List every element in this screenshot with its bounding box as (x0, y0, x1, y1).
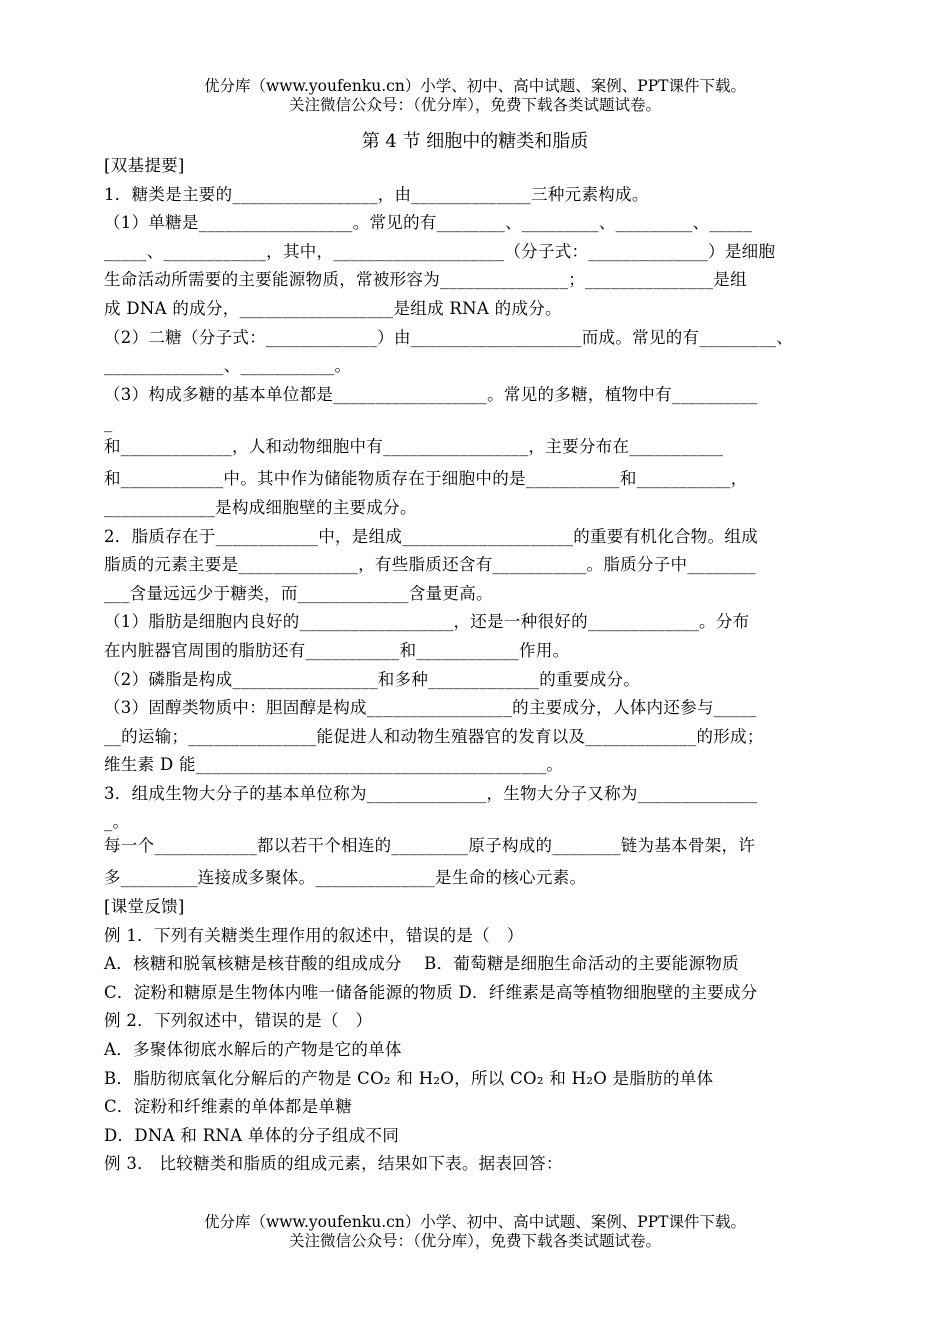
example-2-option-b: B．脂肪彻底氧化分解后的产物是 CO₂ 和 H₂O，所以 CO₂ 和 H₂O 是脂肪的单体 (104, 1068, 714, 1088)
q1-3-line4: _____________是构成细胞壁的主要成分。 (104, 497, 417, 517)
q3-line2: 每一个____________都以若干个相连的_________原子构成的________链为基本骨架，许 (104, 836, 756, 856)
example-2-option-c: C．淀粉和纤维素的单体都是单糖 (104, 1097, 353, 1117)
q2-3-line1: （3）固醇类物质中：胆固醇是构成_________________的主要成分，人体内还参与_____ (104, 698, 757, 718)
page-footer (0, 1213, 950, 1251)
q3-line3: 多_________连接成多聚体。______________是生命的核心元素。 (104, 868, 587, 888)
q3-line1-cont: _。 (104, 812, 130, 832)
q1-1-line4: 成 DNA 的成分，__________________是组成 RNA 的成分。 (104, 298, 562, 318)
example-1-question: 例 1．下列有关糖类生理作用的叙述中，错误的是（ ） (104, 925, 524, 945)
q1-3-line1-cont: _ (104, 413, 113, 433)
footer-line-1: 优分库（www.youfenku.cn）小学、初中、高中试题、案例、PPT课件下载。 (203, 1213, 747, 1231)
q2-3-line3: 维生素 D 能_________________________________________。 (104, 755, 564, 775)
document-body (104, 152, 850, 1179)
q1-3-line2: 和_____________，人和动物细胞中有_________________，主要分布在___________ (104, 437, 724, 457)
heading-basics: [双基提要] (104, 156, 185, 175)
q2-line1: 2．脂质存在于____________中，是组成____________________的重要有机化合物。组成 (104, 526, 758, 546)
example-1-options-cd: C．淀粉和糖原是生物体内唯一储备能源的物质 D．纤维素是高等植物细胞壁的主要成分 (104, 982, 758, 1002)
example-2-question: 例 2．下列叙述中，错误的是（ ） (104, 1011, 373, 1031)
q2-3-line2: __的运输；_______________能促进人和动物生殖器官的发育以及_____________的形成； (104, 726, 764, 746)
q1-1-line1: （1）单糖是__________________。常见的有________、_________、_________、_____ (104, 213, 753, 233)
q1-3-line3: 和____________中。其中作为储能物质存在于细胞中的是___________和___________， (104, 469, 748, 489)
q1-2-line1: （2）二糖（分子式：_____________）由____________________而成。常见的有_________、 (104, 327, 794, 347)
example-1-options-ab: A．核糖和脱氧核糖是核苷酸的组成成分 B．葡萄糖是细胞生命活动的主要能源物质 (104, 954, 739, 974)
q2-1-line2: 在内脏器官周围的脂肪还有___________和____________作用。 (104, 640, 570, 660)
q1-intro: 1．糖类是主要的_________________，由______________三种元素构成。 (104, 184, 649, 204)
q3-line1: 3．组成生物大分子的基本单位称为______________，生物大分子又称为______________ (104, 783, 758, 803)
section-title: 第 4 节 细胞中的糖类和脂质 (361, 131, 589, 152)
q1-3-line1: （3）构成多糖的基本单位都是__________________。常见的多糖，植物中有__________ (104, 384, 758, 404)
q2-2: （2）磷脂是构成_________________和多种_____________的重要成分。 (104, 669, 641, 689)
q2-line2: 脂质的元素主要是______________，有些脂质还含有___________。脂质分子中________ (104, 555, 756, 575)
example-2-option-a: A．多聚体彻底水解后的产物是它的单体 (104, 1040, 402, 1060)
q1-1-line3: 生命活动所需要的主要能源物质，常被形容为_______________；_______________是组 (104, 270, 747, 290)
q1-1-line2: _____、____________，其中，____________________（分子式：______________）是细胞 (104, 241, 776, 261)
example-3-question: 例 3． 比较糖类和脂质的组成元素，结果如下表。据表回答： (104, 1154, 563, 1174)
footer-line-2: 关注微信公众号：（优分库），免费下载各类试题试卷。 (288, 1232, 661, 1250)
header-line-2: 关注微信公众号：（优分库），免费下载各类试题试卷。 (288, 96, 661, 114)
heading-feedback: [课堂反馈] (104, 897, 185, 917)
q2-line3: ___含量远远少于糖类，而_____________含量更高。 (104, 583, 493, 603)
header-line-1: 优分库（www.youfenku.cn）小学、初中、高中试题、案例、PPT课件下载。 (203, 77, 747, 95)
example-2-option-d: D．DNA 和 RNA 单体的分子组成不同 (104, 1125, 400, 1145)
q1-2-line2: ______________、___________。 (104, 356, 352, 376)
q2-1-line1: （1）脂肪是细胞内良好的__________________，还是一种很好的_____________。分布 (104, 612, 750, 632)
page-header (0, 77, 950, 115)
